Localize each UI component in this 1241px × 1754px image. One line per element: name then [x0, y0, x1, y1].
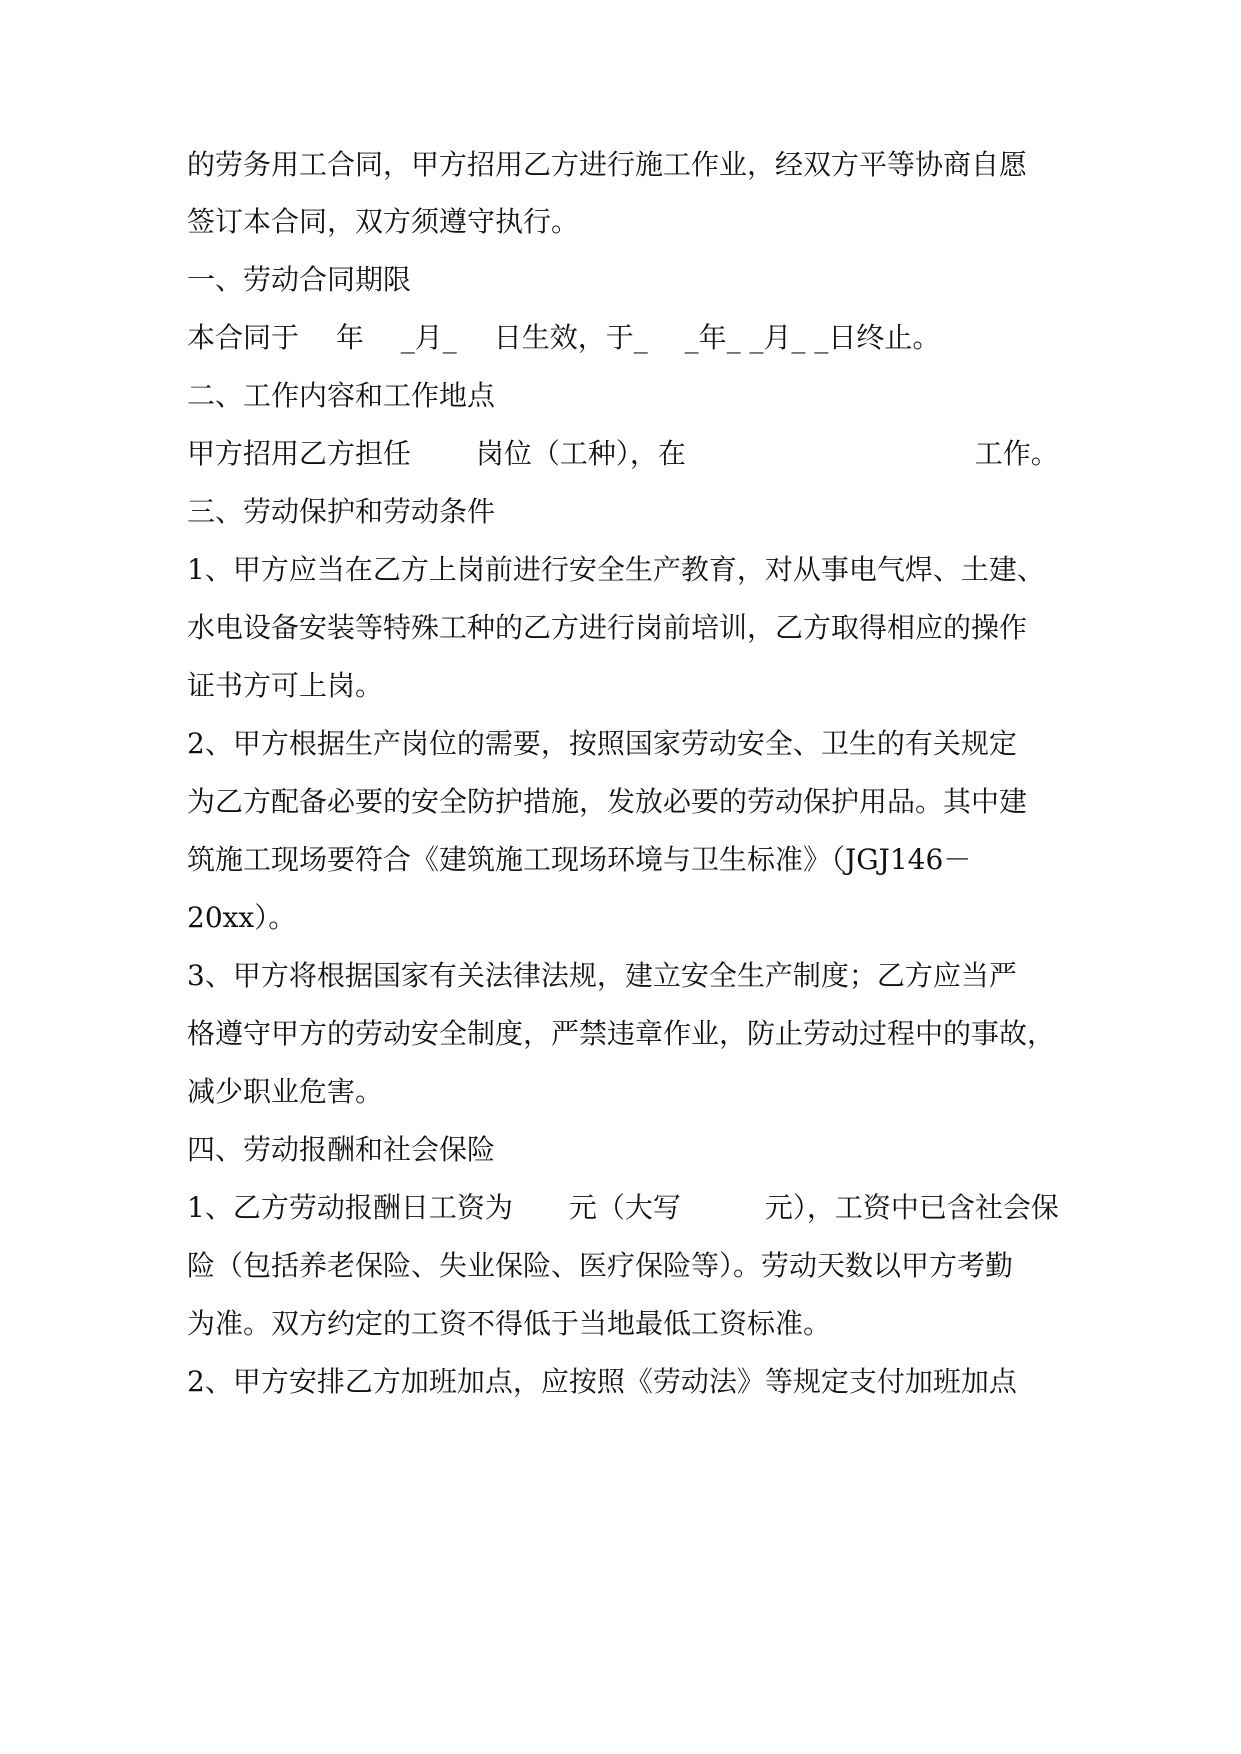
body-text-line: 1、甲方应当在乙方上岗前进行安全生产教育，对从事电气焊、土建、 [187, 553, 1045, 586]
body-text-line: 为乙方配备必要的安全防护措施，发放必要的劳动保护用品。其中建 [187, 785, 1028, 818]
body-text-line: 为准。双方约定的工资不得低于当地最低工资标准。 [187, 1307, 832, 1340]
body-text-line: 水电设备安装等特殊工种的乙方进行岗前培训，乙方取得相应的操作 [187, 611, 1028, 644]
body-text-line: 签订本合同，双方须遵守执行。 [187, 205, 580, 238]
body-text-line: 险（包括养老保险、失业保险、医疗保险等）。劳动天数以甲方考勤 [187, 1249, 1014, 1282]
body-text-line: 1、乙方劳动报酬日工资为 元（大写 元），工资中已含社会保 [187, 1191, 1059, 1224]
body-text-line: 本合同于 年 _月_ 日生效，于_ _年_ _月_ _日终止。 [187, 321, 941, 354]
body-text-line: 2、甲方根据生产岗位的需要，按照国家劳动安全、卫生的有关规定 [187, 727, 1017, 760]
body-text-line: 格遵守甲方的劳动安全制度，严禁违章作业，防止劳动过程中的事故， [187, 1017, 1056, 1050]
body-text-line: 筑施工现场要符合《建筑施工现场环境与卫生标准》（JGJ146－ [187, 843, 972, 876]
body-text-line: 证书方可上岗。 [187, 669, 384, 702]
section-heading: 一、劳动合同期限 [187, 263, 412, 296]
body-text-line: 甲方招用乙方担任 岗位（工种），在 工作。 [187, 437, 1059, 470]
body-text-line: 减少职业危害。 [187, 1075, 384, 1108]
section-heading: 三、劳动保护和劳动条件 [187, 495, 496, 528]
body-text-line: 的劳务用工合同，甲方招用乙方进行施工作业，经双方平等协商自愿 [187, 148, 1028, 181]
body-text-line: 20xx）。 [187, 901, 297, 934]
section-heading: 四、劳动报酬和社会保险 [187, 1133, 496, 1166]
body-text-line: 2、甲方安排乙方加班加点，应按照《劳动法》等规定支付加班加点 [187, 1365, 1017, 1398]
section-heading: 二、工作内容和工作地点 [187, 379, 496, 412]
body-text-line: 3、甲方将根据国家有关法律法规，建立安全生产制度；乙方应当严 [187, 959, 1017, 992]
